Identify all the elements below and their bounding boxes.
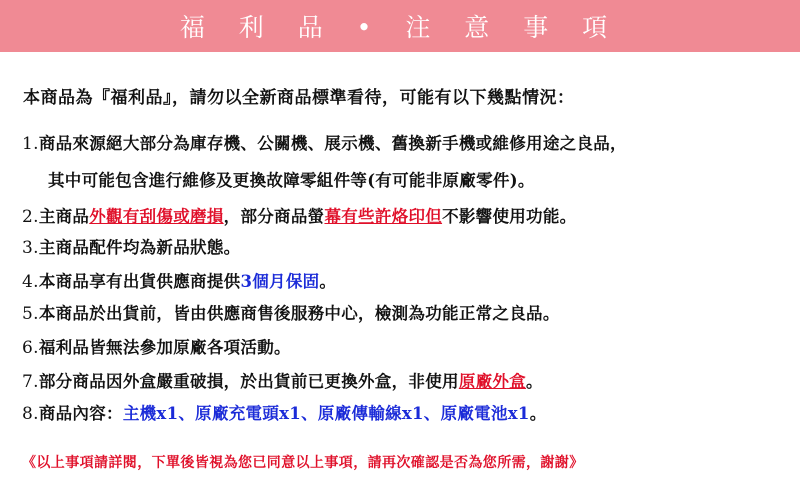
item-text: 主商品	[38, 207, 90, 226]
list-item	[22, 234, 240, 258]
item-number: 2.	[22, 207, 39, 227]
item-number: 4.	[22, 272, 39, 292]
item-text: 。	[529, 404, 547, 423]
item-text: 部分商品因外盒嚴重破損，於出貨前已更換外盒，非使用	[38, 372, 459, 391]
item-text: 主商品配件均為新品狀態。	[38, 238, 241, 257]
item-text: ，部分商品螢	[223, 207, 325, 226]
highlight-red: 幕有些許烙印但	[324, 207, 443, 226]
item-text: 。	[526, 372, 543, 391]
item-text: 其中可能包含進行維修及更換故障零組件等(有可能非原廠零件)。	[48, 171, 535, 190]
list-item	[22, 400, 547, 424]
item-number: 8.	[22, 404, 39, 424]
highlight-blue: 主機x1、原廠充電頭x1、原廠傳輸線x1、原廠電池x1	[122, 404, 530, 423]
item-text: 本商品於出貨前，皆由供應商售後服務中心，檢測為功能正常之良品。	[38, 304, 560, 323]
list-item	[22, 268, 336, 292]
page-title: 福 利 品 • 注 意 事 項	[179, 13, 621, 42]
item-number: 6.	[22, 338, 39, 358]
footer-notice: 《以上事項請詳閱，下單後皆視為您已同意以上事項，請再次確認是否為您所需，謝謝》	[22, 455, 584, 471]
list-item	[22, 130, 627, 154]
highlight-blue: 3個月保固	[240, 272, 320, 291]
item-number: 5.	[22, 304, 39, 324]
highlight-red: 外觀有刮傷或磨損	[89, 207, 224, 226]
item-text: 不影響使用功能。	[442, 207, 577, 226]
item-number: 7.	[22, 372, 39, 392]
item-number: 1.	[22, 134, 39, 154]
list-item	[22, 368, 543, 392]
item-text: 商品來源絕大部分為庫存機、公關機、展示機、舊換新手機或維修用途之良品，	[38, 134, 627, 153]
list-item-continuation	[48, 167, 535, 191]
list-item	[22, 203, 576, 227]
item-text: 商品內容：	[38, 404, 123, 423]
item-text: 本商品享有出貨供應商提供	[38, 272, 241, 291]
intro-text: 本商品為『福利品』，請勿以全新商品標準看待，可能有以下幾點情況：	[23, 88, 575, 108]
item-text: 福利品皆無法參加原廠各項活動。	[38, 338, 291, 357]
item-text: 。	[319, 272, 337, 291]
list-item	[22, 300, 560, 324]
highlight-red: 原廠外盒	[458, 372, 527, 391]
title-banner	[0, 0, 800, 52]
list-item	[22, 334, 291, 358]
item-number: 3.	[22, 238, 39, 258]
